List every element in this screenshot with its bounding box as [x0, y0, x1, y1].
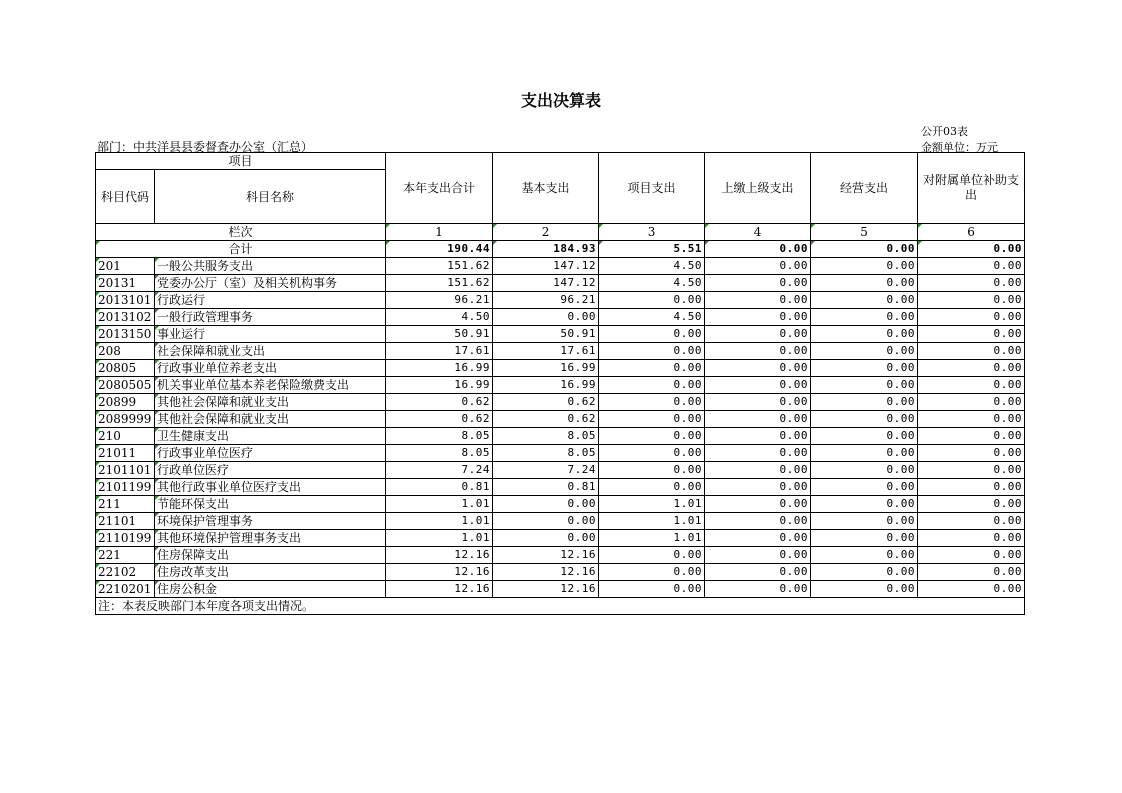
table-row: [96, 411, 1025, 428]
col-num: 5: [811, 224, 918, 241]
amount-cell: 0.00: [918, 411, 1025, 428]
col-num: 4: [705, 224, 811, 241]
table-row: [96, 275, 1025, 292]
amount-cell: 0.00: [705, 309, 811, 326]
amount-cell: 0.00: [705, 564, 811, 581]
sum-value: 0.00: [811, 241, 918, 258]
subject-name: 事业运行: [155, 326, 386, 343]
amount-cell: 12.16: [386, 564, 493, 581]
subject-name: 机关事业单位基本养老保险缴费支出: [155, 377, 386, 394]
table-row: [96, 547, 1025, 564]
subject-name: 其他社会保障和就业支出: [155, 394, 386, 411]
amount-cell: 0.00: [599, 428, 705, 445]
sum-value: 0.00: [918, 241, 1025, 258]
subject-name: 卫生健康支出: [155, 428, 386, 445]
department-label: 部门：中共洋县县委督查办公室（汇总）: [97, 140, 314, 154]
amount-cell: 0.00: [811, 462, 918, 479]
amount-cell: 12.16: [493, 581, 599, 598]
table-row: [96, 564, 1025, 581]
amount-cell: 0.00: [705, 292, 811, 309]
amount-cell: 12.16: [386, 547, 493, 564]
amount-cell: 4.50: [599, 275, 705, 292]
amount-cell: 96.21: [386, 292, 493, 309]
amount-cell: 12.16: [493, 547, 599, 564]
subject-code: 2101199: [96, 479, 155, 496]
amount-cell: 0.62: [386, 411, 493, 428]
subject-name: 其他行政事业单位医疗支出: [155, 479, 386, 496]
amount-cell: 0.81: [493, 479, 599, 496]
amount-cell: 0.00: [918, 275, 1025, 292]
amount-cell: 0.00: [705, 530, 811, 547]
amount-cell: 147.12: [493, 258, 599, 275]
amount-cell: 4.50: [599, 258, 705, 275]
col-num: 3: [599, 224, 705, 241]
page-title: 支出决算表: [520, 91, 601, 110]
subject-code: 2013101: [96, 292, 155, 309]
subject-name: 其他环境保护管理事务支出: [155, 530, 386, 547]
subject-name: 一般行政管理事务: [155, 309, 386, 326]
amount-cell: 0.00: [705, 445, 811, 462]
amount-cell: 0.00: [599, 564, 705, 581]
amount-cell: 0.00: [493, 309, 599, 326]
subject-code: 2110199: [96, 530, 155, 547]
subject-name: 住房保障支出: [155, 547, 386, 564]
subject-name: 一般公共服务支出: [155, 258, 386, 275]
subject-code: 221: [96, 547, 155, 564]
header-business: 经营支出: [811, 153, 918, 224]
sum-label: 合计: [96, 241, 386, 258]
amount-cell: 0.00: [918, 513, 1025, 530]
sum-row: [96, 241, 1025, 258]
amount-cell: 1.01: [599, 530, 705, 547]
table-row: [96, 377, 1025, 394]
amount-cell: 0.00: [918, 462, 1025, 479]
subject-code: 208: [96, 343, 155, 360]
amount-cell: 1.01: [386, 513, 493, 530]
subject-code: 20131: [96, 275, 155, 292]
amount-cell: 4.50: [386, 309, 493, 326]
expenditure-table: [95, 152, 1025, 615]
subject-name: 其他社会保障和就业支出: [155, 411, 386, 428]
subject-code: 201: [96, 258, 155, 275]
amount-cell: 0.00: [811, 445, 918, 462]
header-subsidy: 对附属单位补助支出: [918, 153, 1025, 224]
sum-value: 5.51: [599, 241, 705, 258]
table-row: [96, 292, 1025, 309]
amount-cell: 0.00: [811, 479, 918, 496]
amount-cell: 0.00: [705, 547, 811, 564]
subject-code: 21101: [96, 513, 155, 530]
amount-cell: 17.61: [493, 343, 599, 360]
amount-cell: 0.00: [811, 564, 918, 581]
amount-cell: 0.62: [493, 411, 599, 428]
subject-code: 2013150: [96, 326, 155, 343]
amount-cell: 0.00: [599, 360, 705, 377]
amount-cell: 0.00: [918, 326, 1025, 343]
subject-code: 2089999: [96, 411, 155, 428]
subject-name: 行政单位医疗: [155, 462, 386, 479]
subject-code: 211: [96, 496, 155, 513]
col-num: 6: [918, 224, 1025, 241]
subject-code: 210: [96, 428, 155, 445]
amount-cell: 0.00: [811, 360, 918, 377]
amount-cell: 0.00: [705, 479, 811, 496]
subject-name: 住房公积金: [155, 581, 386, 598]
amount-cell: 17.61: [386, 343, 493, 360]
header-project: 项目支出: [599, 153, 705, 224]
amount-cell: 0.00: [599, 394, 705, 411]
amount-cell: 0.00: [599, 581, 705, 598]
amount-cell: 0.00: [705, 411, 811, 428]
subject-code: 2080505: [96, 377, 155, 394]
amount-cell: 0.00: [811, 581, 918, 598]
amount-cell: 151.62: [386, 258, 493, 275]
header-code: 科目代码: [96, 170, 155, 224]
amount-cell: 1.01: [386, 496, 493, 513]
amount-cell: 0.00: [705, 394, 811, 411]
subject-name: 环境保护管理事务: [155, 513, 386, 530]
amount-cell: 96.21: [493, 292, 599, 309]
subject-code: 21011: [96, 445, 155, 462]
amount-cell: 0.00: [705, 326, 811, 343]
amount-cell: 151.62: [386, 275, 493, 292]
amount-cell: 50.91: [386, 326, 493, 343]
amount-cell: 0.00: [918, 428, 1025, 445]
amount-cell: 0.00: [705, 513, 811, 530]
col-num: 2: [493, 224, 599, 241]
table-row: [96, 513, 1025, 530]
table-row: [96, 394, 1025, 411]
amount-cell: 0.00: [599, 292, 705, 309]
amount-cell: 0.00: [918, 547, 1025, 564]
amount-cell: 0.00: [811, 275, 918, 292]
amount-cell: 0.00: [811, 326, 918, 343]
subject-name: 社会保障和就业支出: [155, 343, 386, 360]
amount-cell: 0.00: [705, 462, 811, 479]
amount-cell: 0.00: [918, 258, 1025, 275]
amount-cell: 1.01: [386, 530, 493, 547]
table-row: [96, 258, 1025, 275]
table-row: [96, 428, 1025, 445]
table-row: [96, 343, 1025, 360]
amount-cell: 0.00: [811, 258, 918, 275]
amount-cell: 0.00: [493, 530, 599, 547]
amount-cell: 147.12: [493, 275, 599, 292]
amount-cell: 0.62: [493, 394, 599, 411]
note-row: [96, 598, 1025, 615]
amount-cell: 0.00: [705, 377, 811, 394]
header-basic: 基本支出: [493, 153, 599, 224]
subject-code: 2013102: [96, 309, 155, 326]
amount-cell: 16.99: [493, 360, 599, 377]
table-note: 注：本表反映部门本年度各项支出情况。: [96, 598, 1025, 615]
amount-cell: 8.05: [386, 445, 493, 462]
subject-name: 行政事业单位养老支出: [155, 360, 386, 377]
amount-cell: 1.01: [599, 513, 705, 530]
table-row: [96, 360, 1025, 377]
amount-cell: 0.00: [493, 513, 599, 530]
sum-value: 190.44: [386, 241, 493, 258]
amount-cell: 12.16: [386, 581, 493, 598]
table-row: [96, 326, 1025, 343]
amount-cell: 0.00: [918, 496, 1025, 513]
amount-cell: 0.00: [918, 445, 1025, 462]
amount-cell: 0.00: [705, 428, 811, 445]
amount-cell: 50.91: [493, 326, 599, 343]
amount-cell: 1.01: [599, 496, 705, 513]
amount-cell: 0.00: [599, 411, 705, 428]
header-remit: 上缴上级支出: [705, 153, 811, 224]
amount-cell: 0.00: [811, 530, 918, 547]
amount-cell: 0.00: [811, 394, 918, 411]
table-row: [96, 309, 1025, 326]
amount-cell: 8.05: [386, 428, 493, 445]
amount-cell: 0.00: [599, 462, 705, 479]
sum-value: 184.93: [493, 241, 599, 258]
amount-cell: 0.00: [811, 377, 918, 394]
amount-cell: 0.00: [705, 360, 811, 377]
col-num: 1: [386, 224, 493, 241]
amount-cell: 16.99: [493, 377, 599, 394]
table-row: [96, 581, 1025, 598]
amount-cell: 7.24: [386, 462, 493, 479]
amount-cell: 0.00: [811, 292, 918, 309]
sum-value: 0.00: [705, 241, 811, 258]
subject-name: 党委办公厅（室）及相关机构事务: [155, 275, 386, 292]
form-number: 公开03表: [921, 125, 968, 138]
header-col-label: 栏次: [96, 224, 386, 241]
subject-name: 行政运行: [155, 292, 386, 309]
amount-cell: 0.00: [811, 309, 918, 326]
amount-cell: 16.99: [386, 377, 493, 394]
table-row: [96, 445, 1025, 462]
amount-cell: 4.50: [599, 309, 705, 326]
amount-cell: 0.00: [705, 275, 811, 292]
amount-cell: 0.00: [918, 360, 1025, 377]
amount-cell: 0.00: [918, 581, 1025, 598]
amount-cell: 0.00: [918, 530, 1025, 547]
subject-code: 2210201: [96, 581, 155, 598]
amount-cell: 0.00: [918, 479, 1025, 496]
subject-name: 节能环保支出: [155, 496, 386, 513]
amount-cell: 0.00: [918, 292, 1025, 309]
amount-cell: 16.99: [386, 360, 493, 377]
subject-name: 住房改革支出: [155, 564, 386, 581]
subject-code: 22102: [96, 564, 155, 581]
subject-name: 行政事业单位医疗: [155, 445, 386, 462]
amount-cell: 0.00: [705, 496, 811, 513]
table-row: [96, 479, 1025, 496]
subject-code: 20805: [96, 360, 155, 377]
amount-cell: 0.00: [811, 496, 918, 513]
amount-cell: 0.00: [705, 581, 811, 598]
amount-cell: 0.00: [705, 343, 811, 360]
amount-cell: 0.00: [705, 258, 811, 275]
amount-cell: 0.00: [918, 309, 1025, 326]
table-row: [96, 530, 1025, 547]
header-total: 本年支出合计: [386, 153, 493, 224]
amount-cell: 0.62: [386, 394, 493, 411]
amount-cell: 0.00: [918, 564, 1025, 581]
amount-cell: 0.00: [811, 547, 918, 564]
amount-cell: 0.00: [599, 445, 705, 462]
amount-cell: 0.00: [918, 394, 1025, 411]
amount-cell: 0.00: [599, 547, 705, 564]
amount-unit: 金额单位：万元: [921, 141, 998, 154]
amount-cell: 0.00: [811, 428, 918, 445]
amount-cell: 0.00: [599, 479, 705, 496]
amount-cell: 0.81: [386, 479, 493, 496]
amount-cell: 0.00: [811, 411, 918, 428]
amount-cell: 8.05: [493, 445, 599, 462]
header-name: 科目名称: [155, 170, 386, 224]
header-item: 项目: [96, 153, 386, 170]
amount-cell: 0.00: [599, 326, 705, 343]
table-row: [96, 496, 1025, 513]
amount-cell: 7.24: [493, 462, 599, 479]
amount-cell: 0.00: [811, 513, 918, 530]
subject-code: 20899: [96, 394, 155, 411]
amount-cell: 8.05: [493, 428, 599, 445]
amount-cell: 0.00: [918, 377, 1025, 394]
subject-code: 2101101: [96, 462, 155, 479]
amount-cell: 0.00: [918, 343, 1025, 360]
table-row: [96, 462, 1025, 479]
amount-cell: 0.00: [811, 343, 918, 360]
amount-cell: 0.00: [599, 377, 705, 394]
amount-cell: 12.16: [493, 564, 599, 581]
amount-cell: 0.00: [493, 496, 599, 513]
amount-cell: 0.00: [599, 343, 705, 360]
